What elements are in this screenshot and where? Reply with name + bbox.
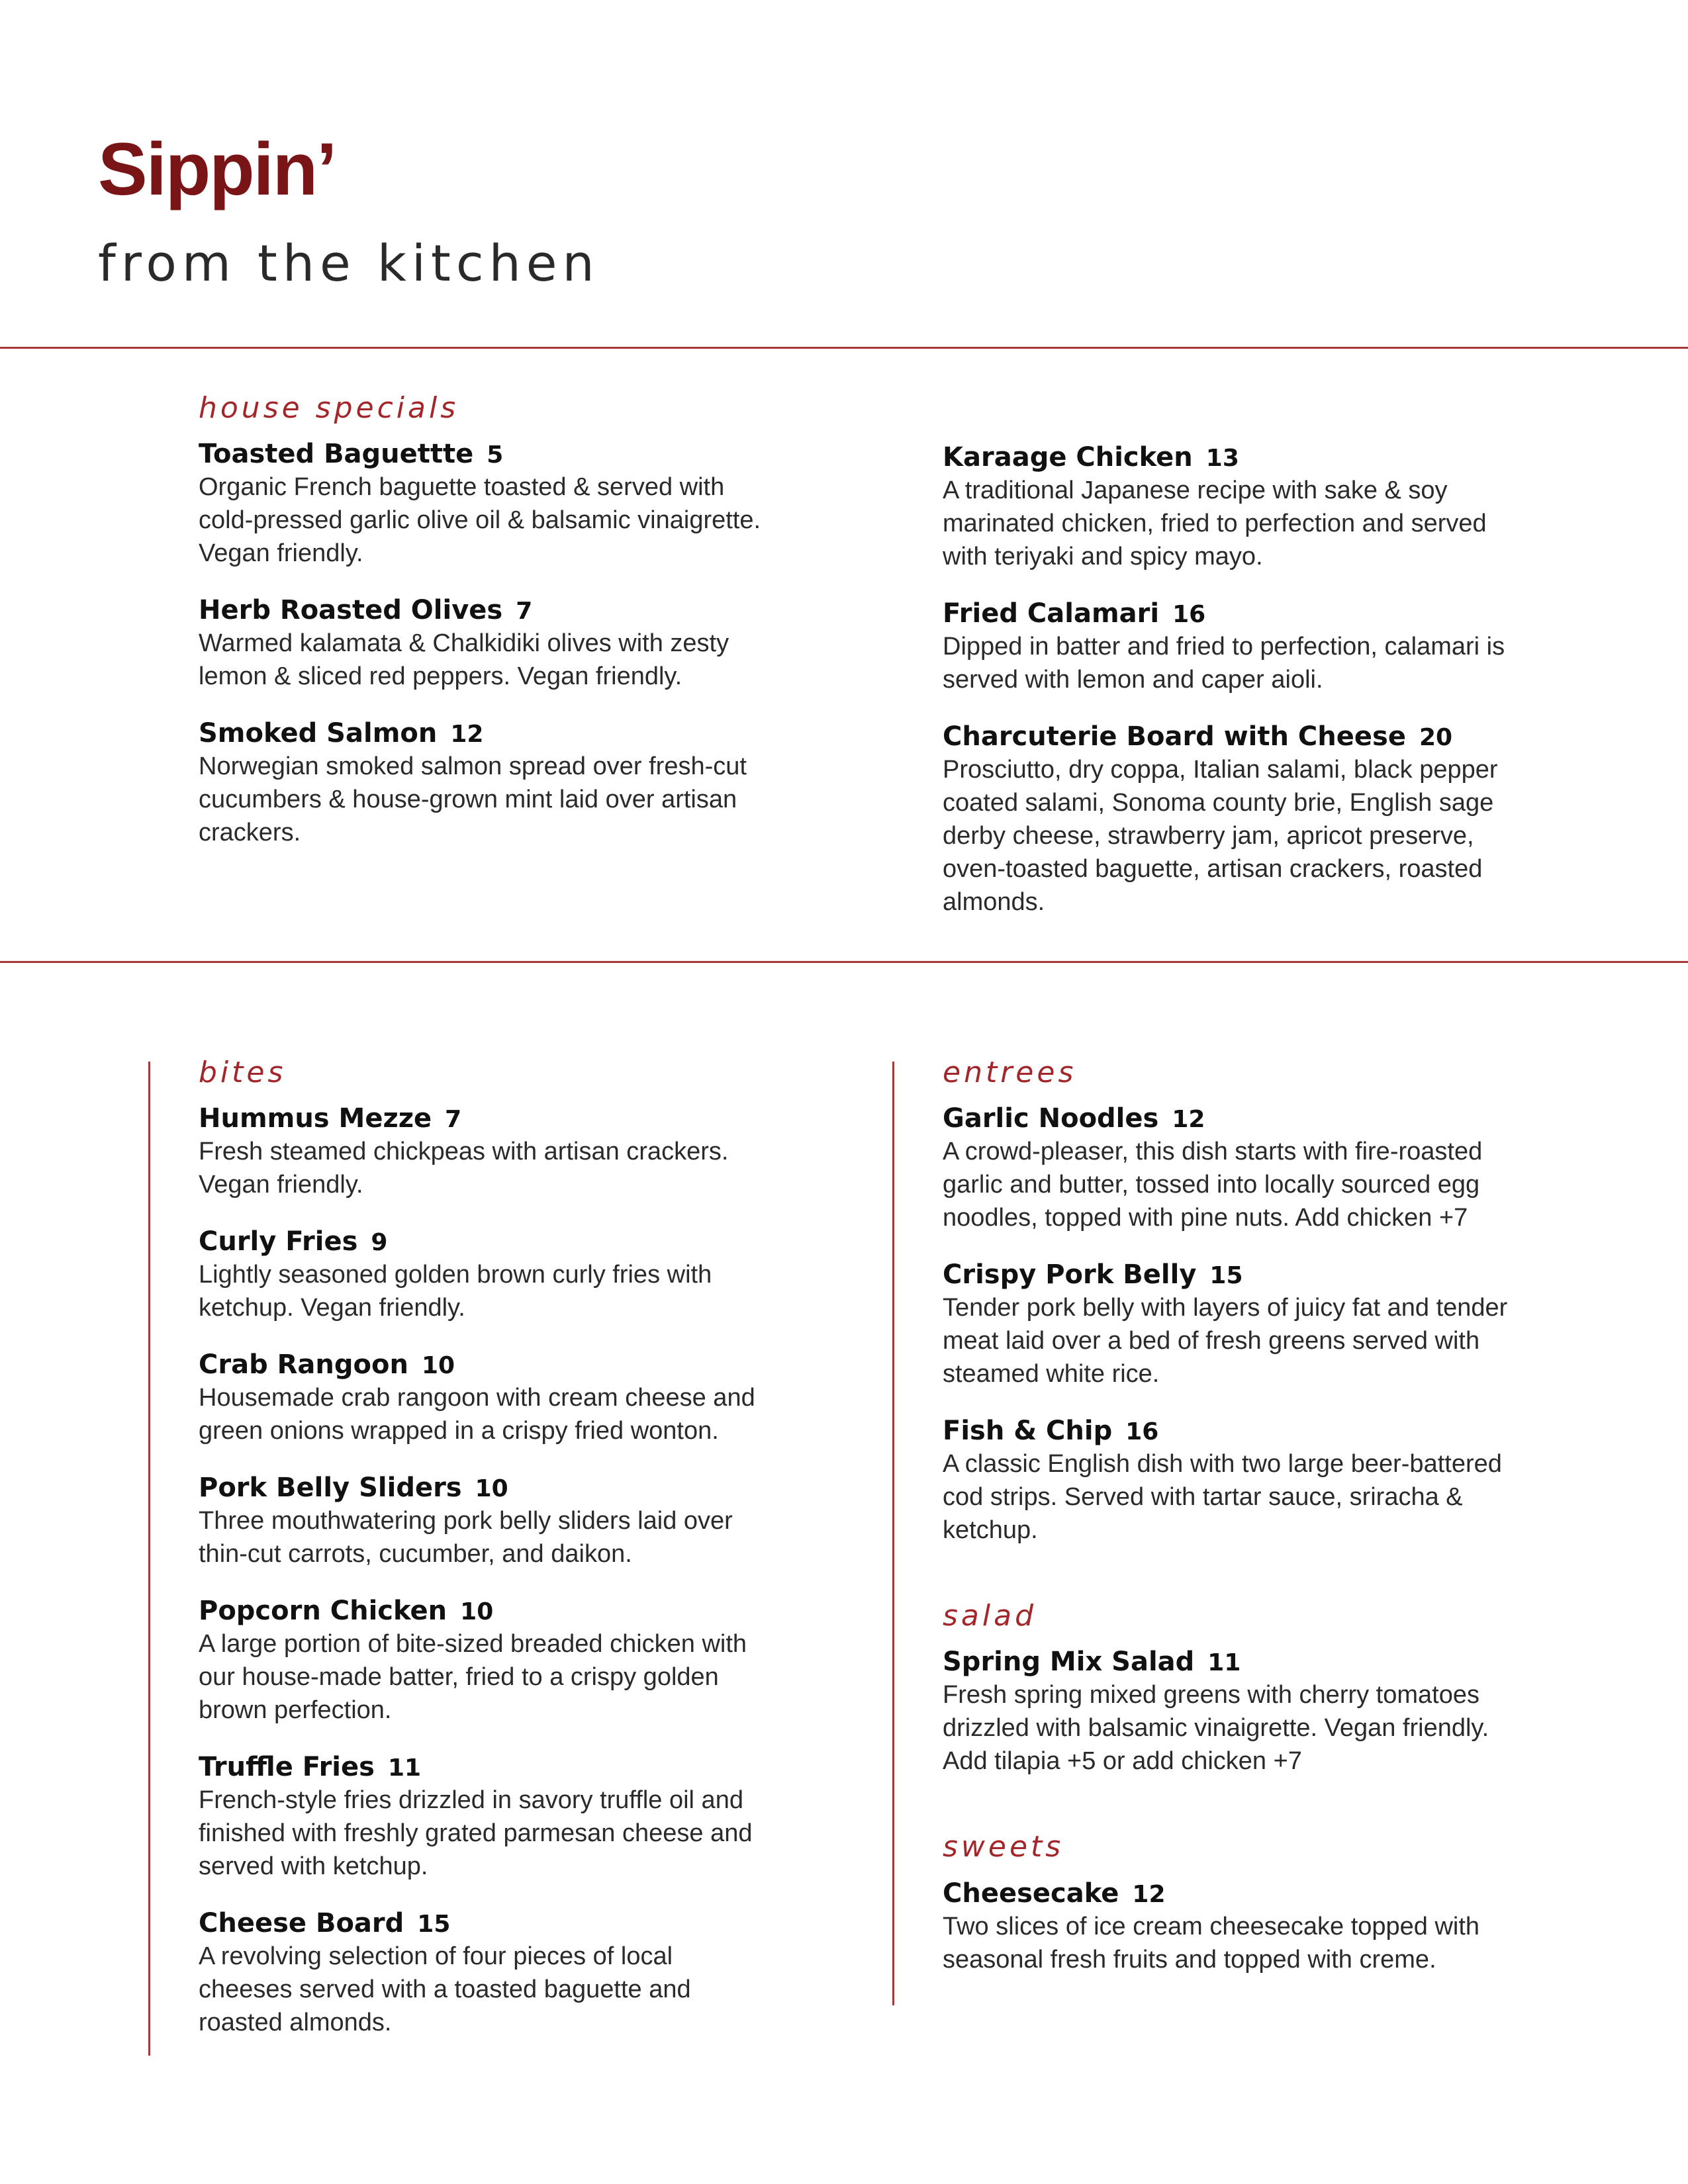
item-name: Smoked Salmon — [199, 718, 438, 749]
item-description: Dipped in batter and fried to perfection, calamari is served with lemon and caper aioli. — [943, 633, 1505, 694]
menu-item — [199, 1348, 768, 1447]
menu-item — [199, 1102, 768, 1201]
house-specials-right — [943, 441, 1512, 942]
house-specials-left — [199, 389, 768, 873]
menu-item — [199, 717, 768, 849]
item-description: Three mouthwatering pork belly sliders laid over thin-cut carrots, cucumber, and daikon. — [199, 1507, 733, 1569]
item-description: French-style fries drizzled in savory truffle oil and finished with freshly grated parmesan cheese and served with ketchup. — [199, 1786, 753, 1881]
item-price: 15 — [417, 1911, 451, 1938]
item-description: Lightly seasoned golden brown curly fries with ketchup. Vegan friendly. — [199, 1261, 712, 1322]
item-name: Popcorn Chicken — [199, 1596, 447, 1627]
menu-item — [199, 1594, 768, 1727]
item-price: 9 — [371, 1229, 388, 1257]
item-price: 7 — [516, 598, 533, 625]
item-price: 5 — [487, 441, 504, 469]
item-name: Fried Calamari — [943, 598, 1160, 629]
item-description: A large portion of bite-sized breaded chicken with our house-made batter, fried to a crispy golden brown perfection. — [199, 1630, 747, 1725]
item-heading — [199, 1907, 768, 1940]
item-description: Tender pork belly with layers of juicy fat and tender meat laid over a bed of fresh greens served with steamed white rice. — [943, 1294, 1508, 1388]
item-description: A revolving selection of four pieces of local cheeses served with a toasted baguette and roasted almonds. — [199, 1942, 691, 2037]
item-name: Charcuterie Board with Cheese — [943, 721, 1406, 752]
section-title-entrees: entrees — [943, 1056, 1077, 1089]
item-price: 10 — [421, 1352, 455, 1380]
item-price: 16 — [1125, 1418, 1159, 1446]
item-heading — [199, 437, 768, 471]
item-heading — [943, 1414, 1512, 1447]
item-name: Crispy Pork Belly — [943, 1259, 1197, 1291]
menu-item — [199, 1907, 768, 2039]
item-price: 20 — [1419, 724, 1453, 751]
item-heading — [943, 720, 1512, 753]
item-description: Warmed kalamata & Chalkidiki olives with zesty lemon & sliced red peppers. Vegan friendly. — [199, 629, 729, 691]
item-name: Curly Fries — [199, 1226, 358, 1257]
item-description: Two slices of ice cream cheesecake topped with seasonal fresh fruits and topped with creme. — [943, 1912, 1480, 1974]
page-subtitle: from the kitchen — [98, 234, 600, 293]
menu-item — [199, 437, 768, 570]
item-price: 7 — [445, 1106, 462, 1134]
menu-item — [943, 1414, 1512, 1547]
item-description: A classic English dish with two large beer-battered cod strips. Served with tartar sauce, sriracha & ketchup. — [943, 1450, 1502, 1545]
menu-item — [199, 1471, 768, 1570]
item-heading — [199, 1102, 768, 1135]
item-price: 10 — [475, 1475, 508, 1503]
item-heading — [943, 1645, 1512, 1678]
item-description: Housemade crab rangoon with cream cheese and green onions wrapped in a crispy fried wonton. — [199, 1384, 755, 1445]
item-name: Pork Belly Sliders — [199, 1473, 462, 1504]
entrees-section — [943, 1054, 1512, 2000]
item-name: Fish & Chip — [943, 1416, 1113, 1447]
brand-title-text: Sippin’ — [98, 128, 336, 210]
item-price: 15 — [1209, 1262, 1243, 1290]
menu-item — [943, 1645, 1512, 1778]
brand-title — [98, 128, 336, 210]
item-heading — [943, 1258, 1512, 1291]
section-title-house-specials: house specials — [199, 391, 459, 425]
item-price: 12 — [1132, 1880, 1166, 1908]
item-price: 12 — [1172, 1106, 1205, 1134]
item-heading — [943, 1877, 1512, 1910]
menu-item — [943, 720, 1512, 919]
item-heading — [199, 1751, 768, 1784]
item-name: Garlic Noodles — [943, 1103, 1159, 1134]
item-price: 16 — [1172, 601, 1206, 628]
item-heading — [943, 441, 1512, 474]
menu-item — [943, 597, 1512, 696]
entrees-vertical-rule — [892, 1062, 894, 2005]
item-price: 13 — [1205, 445, 1239, 472]
menu-item — [199, 594, 768, 693]
menu-item — [199, 1225, 768, 1324]
menu-item — [943, 1877, 1512, 1976]
item-heading — [943, 1102, 1512, 1135]
item-heading — [943, 597, 1512, 630]
item-description: Fresh spring mixed greens with cherry tomatoes drizzled with balsamic vinaigrette. Vegan friendly. Add tilapia +5 or add chicken +7 — [943, 1681, 1489, 1776]
item-name: Spring Mix Salad — [943, 1647, 1195, 1678]
top-divider — [0, 347, 1688, 349]
item-heading — [199, 1225, 768, 1258]
item-name: Truffle Fries — [199, 1752, 375, 1783]
item-name: Crab Rangoon — [199, 1349, 408, 1381]
section-title-salad: salad — [943, 1599, 1037, 1633]
item-heading — [199, 1594, 768, 1627]
menu-item — [943, 441, 1512, 573]
item-description: Prosciutto, dry coppa, Italian salami, black pepper coated salami, Sonoma county brie, English sage derby cheese, strawberry jam, apricot preserve, oven-toasted baguette, artisan crackers, roasted almonds. — [943, 756, 1498, 916]
section-title-bites: bites — [199, 1056, 287, 1089]
item-heading — [199, 1471, 768, 1504]
item-description: A traditional Japanese recipe with sake & soy marinated chicken, fried to perfection and served with teriyaki and spicy mayo. — [943, 477, 1487, 570]
item-name: Karaage Chicken — [943, 442, 1193, 473]
item-description: A crowd-pleaser, this dish starts with fire-roasted garlic and butter, tossed into locally sourced egg noodles, topped with pine nuts. Add chicken +7 — [943, 1138, 1483, 1232]
menu-item — [199, 1751, 768, 1883]
bites-vertical-rule — [148, 1062, 150, 2056]
menu-item — [943, 1102, 1512, 1234]
item-description: Norwegian smoked salmon spread over fresh-cut cucumbers & house-grown mint laid over artisan crackers. — [199, 752, 747, 847]
bites-section — [199, 1054, 768, 2063]
item-name: Herb Roasted Olives — [199, 595, 503, 626]
item-name: Toasted Baguettte — [199, 439, 474, 470]
item-heading — [199, 717, 768, 750]
item-price: 12 — [450, 721, 484, 749]
item-description: Fresh steamed chickpeas with artisan crackers. Vegan friendly. — [199, 1138, 729, 1199]
item-price: 10 — [460, 1598, 494, 1626]
item-name: Cheesecake — [943, 1878, 1119, 1909]
item-description: Organic French baguette toasted & served with cold-pressed garlic olive oil & balsamic vinaigrette. Vegan friendly. — [199, 473, 761, 568]
section-title-sweets: sweets — [943, 1830, 1064, 1864]
item-name: Cheese Board — [199, 1908, 404, 1939]
menu-item — [943, 1258, 1512, 1390]
item-name: Hummus Mezze — [199, 1103, 432, 1134]
item-heading — [199, 594, 768, 627]
item-heading — [199, 1348, 768, 1381]
item-price: 11 — [387, 1754, 422, 1782]
item-price: 11 — [1207, 1649, 1241, 1677]
middle-divider — [0, 961, 1688, 963]
